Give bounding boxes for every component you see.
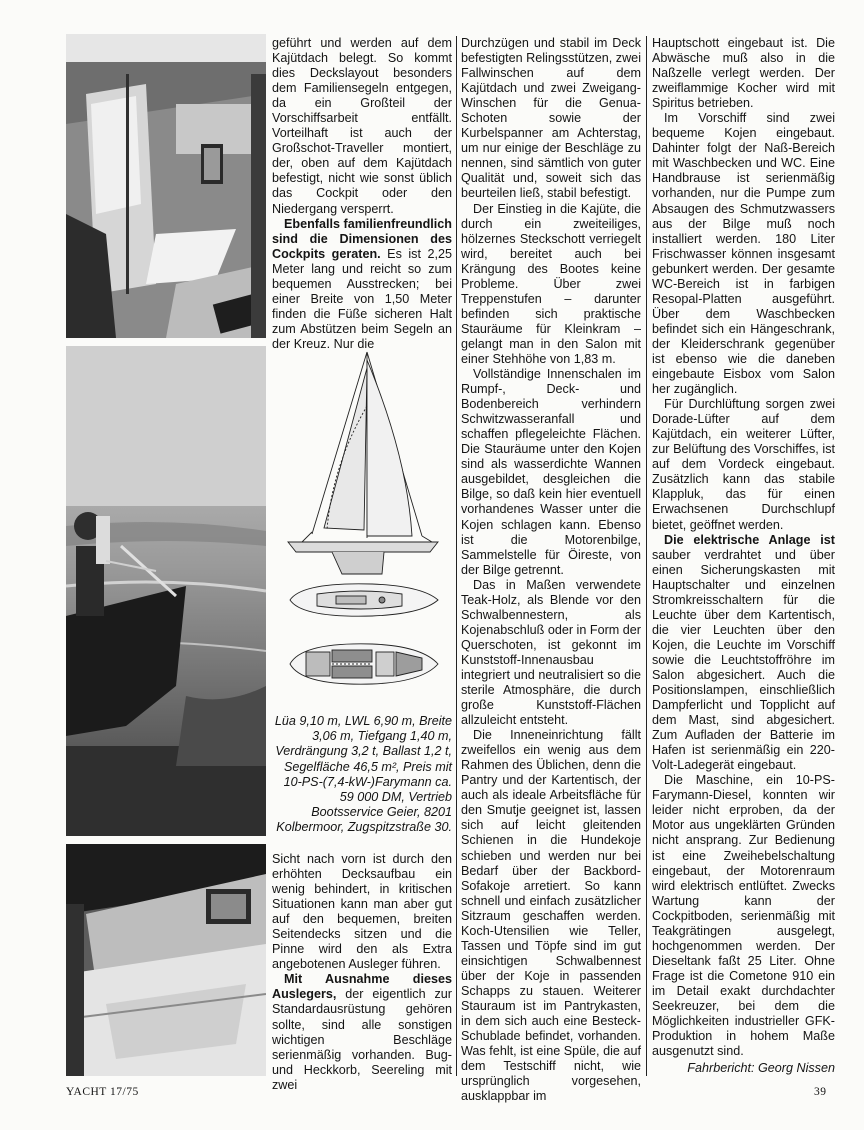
paragraph bbox=[652, 533, 835, 774]
paragraph-lead: Die elektrische Anlage ist bbox=[664, 532, 835, 547]
paragraph bbox=[272, 217, 452, 352]
paragraph: Vollständige Innenschalen im Rumpf-, Deck- und Bodenbereich verhindern Schwitzwasseranfall und schaffen pflegeleichte Flächen. Die Stauräume unter den Kojen sind als wasserdichte Wannen ausgebildet, desgleichen die Bilge, so daß kein hier eventuell vorhandenes Wasser unter die Kojen schlagen kann. Ebenso ist die Motorenbilge, Sammelstelle für Öireste, von der Bilge getrennt. bbox=[461, 367, 641, 577]
column-divider bbox=[646, 36, 647, 1076]
column-3-text bbox=[652, 36, 835, 1076]
cabin-interior-photo bbox=[66, 34, 266, 338]
page-number: 39 bbox=[814, 1086, 827, 1098]
interior-plan-diagram bbox=[290, 644, 438, 684]
column-1-bottom-text bbox=[272, 852, 452, 1093]
paragraph-lead: Ebenfalls familienfreundlich sind die Dimensionen des Cockpits geraten. bbox=[272, 216, 452, 261]
boat-plan-drawing bbox=[272, 346, 454, 706]
paragraph-body: der eigentlich zur Standardausrüstung gehören sollte, sind alle sonstigen wichtigen Beschläge serienmäßig vorhanden. Bug- und Heckkorb, Seereling mit zwei bbox=[272, 987, 452, 1092]
paragraph: Die Inneneinrichtung fällt zweifellos ein wenig aus dem Rahmen des Üblichen, denn die Pantry und der Kartentisch, der auch als ideale Arbeitsfläche für den Smutje geeignet ist, lassen sich auf leicht gleitenden Schienen in die Hundekoje schieben und werden nur bei Bedarf über der Backbord-Sofakoje arretiert. So kann schnell und einfach zusätzlicher Sitzraum geschaffen werden. Koch-Utensilien wie Teller, Tassen und Töpfe sind im gut einsichtigen Schwalbennest über der Koje in passenden Schapps zu stauen. Weiterer Stauraum ist im Pantrykasten, in dem sich auch eine Besteck-Schublade befindet, vorhanden. Was fehlt, ist eine Spüle, die auf dem Testschiff nicht, wie ursprünglich vorgesehen, ausklappbar im bbox=[461, 728, 641, 1104]
paragraph: geführt und werden auf dem Kajütdach belegt. So kommt dies Deckslayout besonders dem Familiensegeln entgegen, da ein Großteil der Vorschiffsarbeit entfällt. Vorteilhaft ist auch der Großschot-Traveller montiert, der, oben auf dem Kajütdach befestigt, nicht wie sonst üblich das Cockpit oder den Niedergang versperrt. bbox=[272, 36, 452, 216]
specs-caption: Lüa 9,10 m, LWL 6,90 m, Breite 3,06 m, Tiefgang 1,40 m, Verdrängung 3,2 t, Ballast 1,2 t, Segelfläche 46,5 m², Preis mit 10-PS-(7,4-kW-)Farymann ca. 59 000 DM, Vertrieb Bootsservice Geier, 8201 Kolbermoor, Zugspitzstraße 30. bbox=[274, 714, 452, 835]
paragraph: Im Vorschiff sind zwei bequeme Kojen eingebaut. Dahinter folgt der Naß-Bereich mit Waschbecken und WC. Eine Handbrause ist serienmäßig vorhanden, nur die Pumpe zum Absaugen des Schmutzwassers aus der Bilge muß noch installiert werden. 180 Liter Frischwasser können insgesamt gebunkert werden. Der gesamte WC-Bereich ist in farbigen Resopal-Platten ausgeführt. Über dem Waschbecken befindet sich ein Hängeschrank, der Kleiderschrank gegenüber ist ebenso wie die daneben eingebaute Eisbox vom Salon her zugänglich. bbox=[652, 111, 835, 397]
deck-plan-diagram bbox=[290, 584, 438, 616]
paragraph-body: Es ist 2,25 Meter lang und reicht so zum bequemen Ausstrecken; bei einer Breite von 1,50 Meter finden die Füße sicheren Halt zum Abstützen beim Segeln an der Kreuz. Nur die bbox=[272, 246, 452, 351]
magazine-issue: YACHT 17/75 bbox=[66, 1086, 139, 1098]
sail-plan-diagram bbox=[288, 352, 438, 574]
paragraph bbox=[272, 972, 452, 1092]
byline: Fahrbericht: Georg Nissen bbox=[687, 1061, 835, 1076]
column-divider bbox=[456, 36, 457, 1076]
column-2-text bbox=[461, 36, 641, 1104]
boat-at-sea-photo bbox=[66, 346, 266, 836]
paragraph: Durchzügen und stabil im Deck befestigten Relingsstützen, zwei Fallwinschen auf dem Kajütdach und zwei Zweigang-Winschen für die Genua-Schoten sowie der Kurbelspanner am Achterstag, um nur einige der Beschläge zu nennen, sind sämtlich von guter Qualität und, soweit sich das beurteilen ließ, stabil befestigt. bbox=[461, 36, 641, 201]
paragraph-lead: Mit Ausnahme dieses Auslegers, bbox=[272, 972, 452, 1002]
deck-photo bbox=[66, 844, 266, 1076]
column-1-text bbox=[272, 36, 452, 352]
paragraph: Hauptschott eingebaut ist. Die Abwäsche muß also in die Naßzelle verlegt werden. Der zweiflammige Kocher wird mit Spiritus betrieben. bbox=[652, 36, 835, 111]
paragraph: Die Maschine, ein 10-PS-Farymann-Diesel, konnten wir leider nicht erproben, da der Motor aus ungeklärten Gründen nicht ansprang. Zur Bedienung ist eine Zweihebelschaltung eingebaut, der Motorenraum wird elektrisch entlüftet. Zwecks Wartung kann der Cockpitboden, serienmäßig mit Teakgrätingen ausgelegt, hochgenommen werden. Der Dieseltank faßt 25 Liter. Ohne Frage ist die Cometone 910 ein im Detail exakt durchdachter Seekreuzer, bei dem die Möglichkeiten industrieller GFK-Produktion in hohem Maße ausgenutzt sind. bbox=[652, 773, 835, 1059]
paragraph: Für Durchlüftung sorgen zwei Dorade-Lüfter auf dem Kajütdach, ein weiterer Lüfter, zur Belüftung des Vorschiffes, ist auf dem Vordeck eingebaut. Zusätzlich kann das stabile Klappluk, das für einen Erwachsenen Durchschlupf bietet, geöffnet werden. bbox=[652, 397, 835, 532]
paragraph-body: sauber verdrahtet und über einen Sicherungskasten mit Hauptschalter und einzelnen Stromkreisschaltern für die Leuchte über dem Kartentisch, die vier Leuchten über den Kojen, die Leuchte im Vorschiff sowie die Leuchtstoffröhre im Salon abgesichert. Auch die Positionslampen, einschließlich Dampferlicht und Topplicht auf dem Mast, sind abgesichert. Zum Aufladen der Batterie im Hafen ist serienmäßig ein 220-Volt-Ladegerät eingebaut. bbox=[652, 547, 835, 773]
paragraph: Das in Maßen verwendete Teak-Holz, als Blende vor den Schwalbennestern, als Kojenabschluß oder in Form der Querschoten, ist gekonnt im Kunststoff-Innenausbau integriert und neutralisiert so die sterile Atmosphäre, die durch große Kunststoff-Flächen allzuleicht entsteht. bbox=[461, 577, 641, 728]
paragraph: Sicht nach vorn ist durch den erhöhten Decksaufbau ein wenig behindert, in kritischen Situationen kann man aber gut auf den bequemen, breiten Seitendecks sitzen und die Pinne wird den als Extra angebotenen Ausleger führen. bbox=[272, 852, 452, 972]
paragraph: Der Einstieg in die Kajüte, die durch ein zweiteiliges, hölzernes Steckschott verriegelt wird, bereitet auch bei Krängung des Bootes keine Probleme. Über zwei Treppenstufen – darunter befinden sich praktische Stauräume für Kleinkram – gelangt man in den Salon mit einer Stehhöhe von 1,83 m. bbox=[461, 201, 641, 366]
